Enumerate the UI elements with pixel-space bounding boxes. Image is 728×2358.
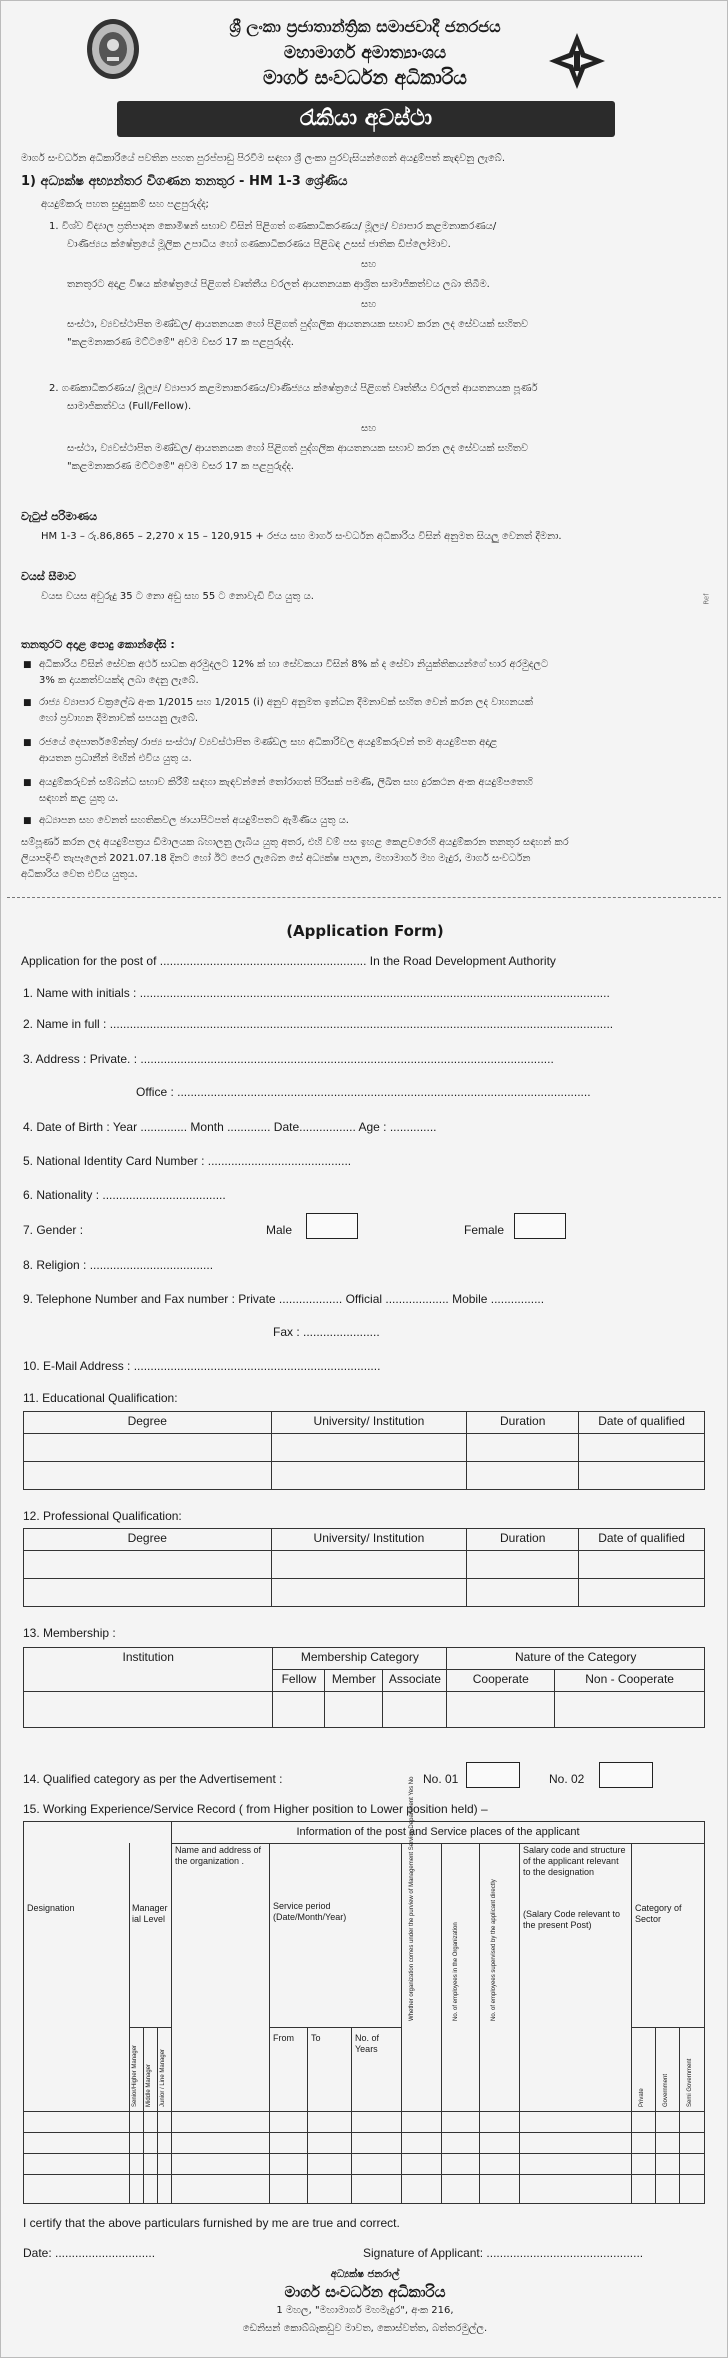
and-1: සහ xyxy=(361,259,377,270)
edu-col-degree: Degree xyxy=(24,1412,272,1434)
bullet-icon: ■ xyxy=(23,738,32,748)
qualification-2c: සංස්ථා, ව්‍යවස්ථාපිත මණ්ඩල/ ආයතනයක හෝ පිළිගත් පුද්ගලික ආයතනයක සභාව කරන ලද සේවයක් සහිතව xyxy=(67,443,529,454)
no-02-box[interactable] xyxy=(599,1762,653,1788)
prof-col-date: Date of qualified xyxy=(579,1529,705,1551)
nationality-field[interactable]: 6. Nationality : ..................................... xyxy=(23,1188,226,1202)
footer-title: අධ්‍යක්ෂ ජනරාල් xyxy=(330,2269,400,2280)
working-experience-label: 15. Working Experience/Service Record ( from Higher position to Lower position held) – xyxy=(23,1802,488,1816)
nic-number-field[interactable]: 5. National Identity Card Number : ........................................... xyxy=(23,1154,352,1168)
qualification-1c: තනතුරට අදාළ විෂය ක්ෂේත්‍රයේ පිළිගත් වෘත්තීය වරලත් ආයතනයක ආශ්‍රිත සාමාජිකත්වය ලබා තිබීම. xyxy=(67,279,490,290)
condition-1b: 3% ක දායකත්වයක්ද ලබා දෙනු ලැබේ. xyxy=(39,675,199,686)
w-under-purview: Whether organization comes under the purview of Management Service Department Yes No xyxy=(409,1776,415,2021)
conditions-heading: තනතුරට අදාළ පොදු කොන්දේසි : xyxy=(21,638,175,651)
age-heading: වයස් සීමාව xyxy=(21,570,76,583)
w-info-heading: Information of the post and Service places of the applicant xyxy=(296,1826,580,1838)
no-01-label: No. 01 xyxy=(423,1772,459,1786)
female-checkbox[interactable] xyxy=(514,1213,566,1239)
margin-mark: Ref xyxy=(702,593,711,605)
closing-b: ලියාපදිංචි තැපෑලෙන් 2021.07.18 දිනට හෝ ඊට පෙර ලැබෙන සේ අධ්‍යක්ෂ පාලන, මහාමාර්ග මහ මැදුර, මාර්ග සංවර්ධන xyxy=(21,853,531,864)
mem-col-category: Membership Category xyxy=(273,1648,447,1670)
header xyxy=(1,1,728,97)
mem-sub-non-cooperate: Non - Cooperate xyxy=(555,1670,705,1692)
qualification-intro: අයදුම්කරු පහත සුදුසුකම් සහ පළපුරුද්ද; xyxy=(41,199,209,210)
professional-qualification-table xyxy=(23,1528,705,1607)
qualification-1b: වාණිජ්‍යය ක්ෂේත්‍රයේ මූලික උපාධිය හෝ ගණකාධිකරණය පිළිබඳ උසස් ජාතික ඩිප්ලෝමාව. xyxy=(67,239,451,250)
w-supervised: No. of employees supervised by the applicant directly xyxy=(491,1879,497,2021)
no-02-label: No. 02 xyxy=(549,1772,585,1786)
and-2: සහ xyxy=(361,299,377,310)
footer-address-1: 1 මහල, "මහාමාර්ග මහමැදුර", අංක 216, xyxy=(276,2305,454,2316)
no-01-box[interactable] xyxy=(466,1762,520,1788)
w-sector-government: Government xyxy=(663,2073,669,2107)
name-in-full-field[interactable]: 2. Name in full : ....................................................................................................................................................... xyxy=(23,1017,614,1031)
w-no-of-years: No. of Years xyxy=(355,2033,380,2054)
date-of-birth-field[interactable]: 4. Date of Birth : Year .............. Month ............. Date................. Age : .............. xyxy=(23,1120,437,1134)
header-line-ministry: මහාමාර්ග අමාත්‍යාංශය xyxy=(283,43,447,63)
signature-field[interactable]: Signature of Applicant: ............................................... xyxy=(363,2246,644,2260)
professional-qualification-label: 12. Professional Qualification: xyxy=(23,1509,182,1523)
w-managerial-level: Manager ial Level xyxy=(132,1903,168,1924)
edu-col-date: Date of qualified xyxy=(579,1412,705,1434)
qualification-1a: 1. විශ්ව විද්‍යාල ප්‍රතිපාදන කොමිෂන් සභාව විසින් පිළිගත් ගණකාධිකරණය/ මූල්‍ය/ ව්‍යාපාර කළමනාකරණය/ xyxy=(49,221,497,232)
qualified-category-label: 14. Qualified category as per the Advertisement : xyxy=(23,1772,283,1786)
telephone-field[interactable]: 9. Telephone Number and Fax number : Private ................... Official ................... Mobile ................ xyxy=(23,1292,545,1306)
mem-sub-cooperate: Cooperate xyxy=(447,1670,555,1692)
salary-heading: වැටුප් පරිමාණය xyxy=(21,510,98,523)
salary-scale: HM 1-3 – රු.86,865 – 2,270 x 15 – 120,915 + රජය සහ මාර්ග සංවර්ධන අධිකාරිය විසින් අනුමත සියලු වෙනත් දීමනා. xyxy=(41,531,562,542)
bullet-icon: ■ xyxy=(23,778,32,788)
w-to: To xyxy=(311,2033,321,2043)
table-row[interactable] xyxy=(24,1434,705,1462)
post-heading: 1) අධ්‍යක්ෂ අභ්‍යන්තර විගණන තනතුර - HM 1-3 ශ්‍රේණිය xyxy=(21,174,348,189)
form-title: (Application Form) xyxy=(286,922,444,940)
edu-col-duration: Duration xyxy=(467,1412,579,1434)
header-line-authority: මාර්ග සංවර්ධන අධිකාරිය xyxy=(263,67,467,89)
condition-4a: අයදුම්කරුවන් සම්බන්ධ සභාව කිරීම් සඳහා කැඳවන්නේ තෝරාගත් පිරිසක් පමණි, ලිඛිත සහ දුරකථන අංක අයදුම්පතෙහි xyxy=(39,777,533,788)
certify-statement: I certify that the above particulars furnished by me are true and correct. xyxy=(23,2216,400,2230)
condition-5: අධ්‍යාපන සහ වෙනත් සහතිකවල ඡායාපිටපත් අයදුම්පතට ඇමිණිය යුතු ය. xyxy=(39,815,349,826)
address-office-field[interactable]: Office : ............................................................................................................................ xyxy=(136,1085,591,1099)
condition-2b: හෝ ප්‍රවාහන දීමනාවක් සපයනු ලැබේ. xyxy=(39,713,199,724)
qualification-2a: 2. ගණකාධිකරණය/ මූල්‍ය/ ව්‍යාපාර කළමනාකරණය/වාණිජ්‍යය ක්ෂේත්‍රයේ පිළිගත් වෘත්තීය වරලත් ආයතනයක පූර්ණ xyxy=(49,383,538,394)
condition-1a: අධිකාරිය විසින් සේවක අර්ථ සාධක අරමුදලට 12% ක් හා සේවකයා විසින් 8% ක් ද සේවා නියුක්තිකයන්ගේ භාර අරමුදලට xyxy=(39,659,549,670)
vacancies-banner: රැකියා අවස්ථා xyxy=(117,101,615,137)
mem-sub-member: Member xyxy=(325,1670,383,1692)
bullet-icon: ■ xyxy=(23,698,32,708)
qualification-1d: සංස්ථා, ව්‍යවස්ථාපිත මණ්ඩල/ ආයතනයක හෝ පිළිගත් පුද්ගලික ආයතනයක සභාව කරන ලද සේවයක් සහිතව xyxy=(67,319,529,330)
qualification-1e: "කළමනාකරණ මට්ටමේ" අවම වසර 17 ක පළපුරුද්ද. xyxy=(67,337,294,348)
condition-2a: රාජ්‍ය ව්‍යාපාර චක්‍රලේඛ අංක 1/2015 සහ 1/2015 (i) අනුව අනුමත ඉන්ධන දීමනාවක් සහිත වෙන් කරන ලද වාහනයක් xyxy=(39,697,533,708)
rda-logo-icon xyxy=(547,31,607,91)
membership-table xyxy=(23,1647,705,1728)
w-employees: No. of employees in the Organization xyxy=(453,1922,459,2021)
fax-field[interactable]: Fax : ....................... xyxy=(273,1325,380,1339)
prof-col-degree: Degree xyxy=(24,1529,272,1551)
qualification-2b: සාමාජිකත්වය (Full/Fellow). xyxy=(67,401,192,412)
religion-field[interactable]: 8. Religion : ..................................... xyxy=(23,1258,214,1272)
male-label: Male xyxy=(266,1223,293,1237)
footer-authority: මාර්ග සංවර්ධන අධිකාරිය xyxy=(284,2283,446,2301)
email-field[interactable]: 10. E-Mail Address : .......................................................................... xyxy=(23,1359,381,1373)
w-designation: Designation xyxy=(27,1903,75,1913)
table-row[interactable] xyxy=(24,1462,705,1490)
educational-qualification-table xyxy=(23,1411,705,1490)
condition-3b: ආයතන ප්‍රධානීන් මඟින් එවිය යුතු ය. xyxy=(39,753,192,764)
w-level-junior: Junior / Line Manager xyxy=(160,2048,166,2107)
w-salary-code: Salary code and structure of the applicant relevant to the designation xyxy=(523,1845,626,1877)
date-field[interactable]: Date: .............................. xyxy=(23,2246,156,2260)
gender-label: 7. Gender : xyxy=(23,1223,84,1237)
w-salary-code-note: (Salary Code relevant to the present Post) xyxy=(523,1909,621,1930)
w-from: From xyxy=(273,2033,294,2043)
condition-4b: සඳහන් කළ යුතු ය. xyxy=(39,793,119,804)
footer-address-2: ඩෙනිසන් කොබ්බෑකඩුව මාවත, කොස්වත්ත, බත්තරමුල්ල. xyxy=(242,2323,488,2334)
w-sector-semi-government: Semi Government xyxy=(687,2058,693,2107)
closing-c: අධිකාරිය වෙත එවිය යුතුය. xyxy=(21,869,138,880)
address-private-field[interactable]: 3. Address : Private. : ............................................................................................................................ xyxy=(23,1052,554,1066)
prof-col-duration: Duration xyxy=(467,1529,579,1551)
w-level-middle: Middle Manager xyxy=(146,2063,152,2107)
membership-label: 13. Membership : xyxy=(23,1626,116,1640)
mem-sub-associate: Associate xyxy=(383,1670,447,1692)
condition-3a: රජයේ දෙපාර්තමේන්තු/ රාජ්‍ය සංස්ථා/ ව්‍යවස්ථාපිත මණ්ඩල සහ අධිකාරිවල අයදුම්කරුවන් තම අයදුම්පත අදාළ xyxy=(39,737,498,748)
male-checkbox[interactable] xyxy=(306,1213,358,1239)
w-service-period: Service period (Date/Month/Year) xyxy=(273,1901,347,1922)
bullet-icon: ■ xyxy=(23,816,32,826)
bullet-icon: ■ xyxy=(23,660,32,670)
name-with-initials-field[interactable]: 1. Name with initials : ............................................................................................................................................. xyxy=(23,986,610,1000)
female-label: Female xyxy=(464,1223,505,1237)
w-level-senior: Senior/Higher Manager xyxy=(132,2044,138,2107)
table-row[interactable] xyxy=(24,1579,705,1607)
and-3: සහ xyxy=(361,423,377,434)
header-line-republic: ශ්‍රී ලංකා ප්‍රජාතාන්ත්‍රික සමාජවාදී ජනරජය xyxy=(229,17,501,36)
mem-col-nature: Nature of the Category xyxy=(447,1648,705,1670)
table-row[interactable] xyxy=(24,1692,705,1728)
divider xyxy=(7,897,721,898)
mem-col-institution: Institution xyxy=(24,1648,273,1692)
closing-a: සම්පූර්ණ කරන ලද අයදුම්පත්‍රය ඩිමාලයක බහාලනු ලැබිය යුතු අතර, එහි වම් පස ඉහළ කෙළවරෙහි අයදුම්කරන තනතුර සඳහන් කර xyxy=(21,837,569,848)
educational-qualification-label: 11. Educational Qualification: xyxy=(23,1391,178,1405)
w-sector-private: Private xyxy=(639,2088,645,2107)
age-limit: වයස වයස අවුරුදු 35 ට නො අඩු සහ 55 ට නොවැඩි විය යුතු ය. xyxy=(41,591,314,602)
qualification-2d: "කළමනාකරණ මට්ටමේ" අවම වසර 17 ක පළපුරුද්ද. xyxy=(67,461,294,472)
post-applied-line[interactable]: Application for the post of .............................................................. In the Road Development Authority xyxy=(21,954,556,968)
edu-col-institution: University/ Institution xyxy=(271,1412,467,1434)
prof-col-institution: University/ Institution xyxy=(271,1529,467,1551)
table-row[interactable] xyxy=(24,1551,705,1579)
w-sector: Category of Sector xyxy=(635,1903,682,1924)
notice-intro: මාර්ග සංවර්ධන අධිකාරියේ පවතින පහත පුරප්පාඩු පිරවීම සඳහා ශ්‍රී ලංකා පුරවැසියන්ගෙන් අයදුම්පත් කැඳවනු ලැබේ. xyxy=(21,153,506,164)
w-name-address: Name and address of the organization . xyxy=(175,1845,262,1866)
mem-sub-fellow: Fellow xyxy=(273,1670,325,1692)
